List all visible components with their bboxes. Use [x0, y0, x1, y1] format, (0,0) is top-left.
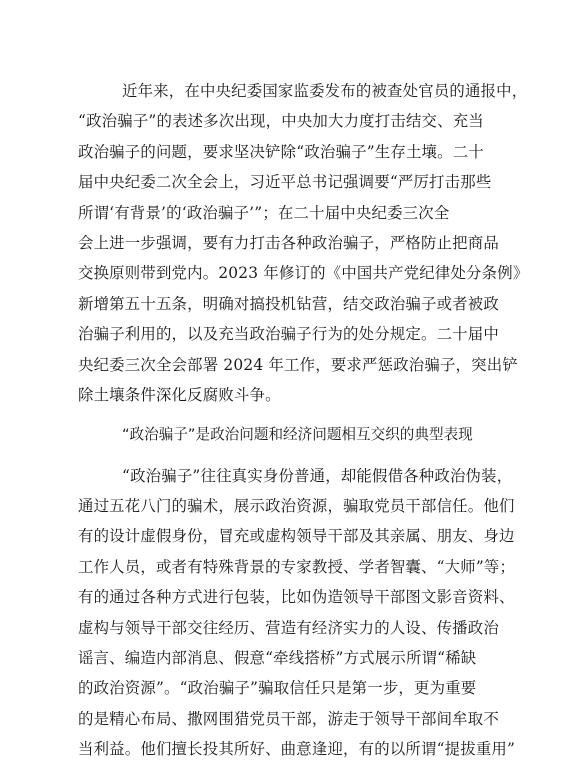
text-line: 的是精心布局、撒网围猎党员干部，游走于领导干部间牟取不: [78, 709, 499, 728]
text-line: 谣言、编造内部消息、假意“牵线搭桥”方式展示所谓“稀缺: [78, 649, 477, 668]
text-line: 除土壤条件深化反腐败斗争。: [78, 385, 281, 404]
text-line: 政治骗子的问题，要求坚决铲除“政治骗子”生存土壤。二十: [78, 142, 484, 161]
text-line: 交换原则带到党内。2023 年修订的《中国共产党纪律处分条例》: [78, 264, 529, 283]
article-body: [78, 76, 529, 765]
paragraph-intro: [78, 76, 529, 410]
text-line: 会上进一步强调，要有力打击各种政治骗子，严格防止把商品: [78, 233, 499, 252]
section-subheading: “政治骗子”是政治问题和经济问题相互交织的典型表现: [122, 426, 473, 444]
text-line: 届中央纪委二次全会上，习近平总书记强调要“严厉打击那些: [78, 173, 492, 192]
paragraph-section: [78, 461, 518, 765]
text-line: 的政治资源”。“政治骗子”骗取信任只是第一步，更为重要: [78, 679, 477, 698]
text-line: 央纪委三次全会部署 2024 年工作，要求严惩政治骗子，突出铲: [78, 355, 518, 374]
text-line: 有的设计虚假身份，冒充或虚构领导干部及其亲属、朋友、身边: [78, 527, 515, 546]
spacer: [78, 451, 518, 461]
text-line: 所谓‘有背景’的‘政治骗子’”；在二十届中央纪委三次全: [78, 203, 450, 222]
text-line: 新增第五十五条，明确对搞投机钻营，结交政治骗子或者被政: [78, 294, 499, 313]
text-line: 治骗子利用的，以及充当政治骗子行为的处分规定。二十届中: [78, 325, 499, 344]
text-line: 有的通过各种方式进行包装，比如伪造领导干部图文影音资料、: [78, 588, 515, 607]
text-line: 虚构与领导干部交往经历、营造有经济实力的人设、传播政治: [78, 618, 499, 637]
text-line: “政治骗子”往往真实身份普通，却能假借各种政治伪装，: [122, 466, 513, 485]
text-line: 当利益。他们擅长投其所好、曲意逢迎，有的以所谓“提拔重用”: [78, 740, 516, 759]
spacer: [78, 410, 518, 420]
text-line: 通过五花八门的骗术，展示政治资源，骗取党员干部信任。他们: [78, 497, 515, 516]
text-line: 工作人员，或者有特殊背景的专家教授、学者智囊、“大师”等；: [78, 557, 516, 576]
text-line: “政治骗子”的表述多次出现，中央加大力度打击结交、充当: [78, 112, 484, 131]
text-line: 近年来，在中央纪委国家监委发布的被查处官员的通报中，: [122, 82, 528, 100]
